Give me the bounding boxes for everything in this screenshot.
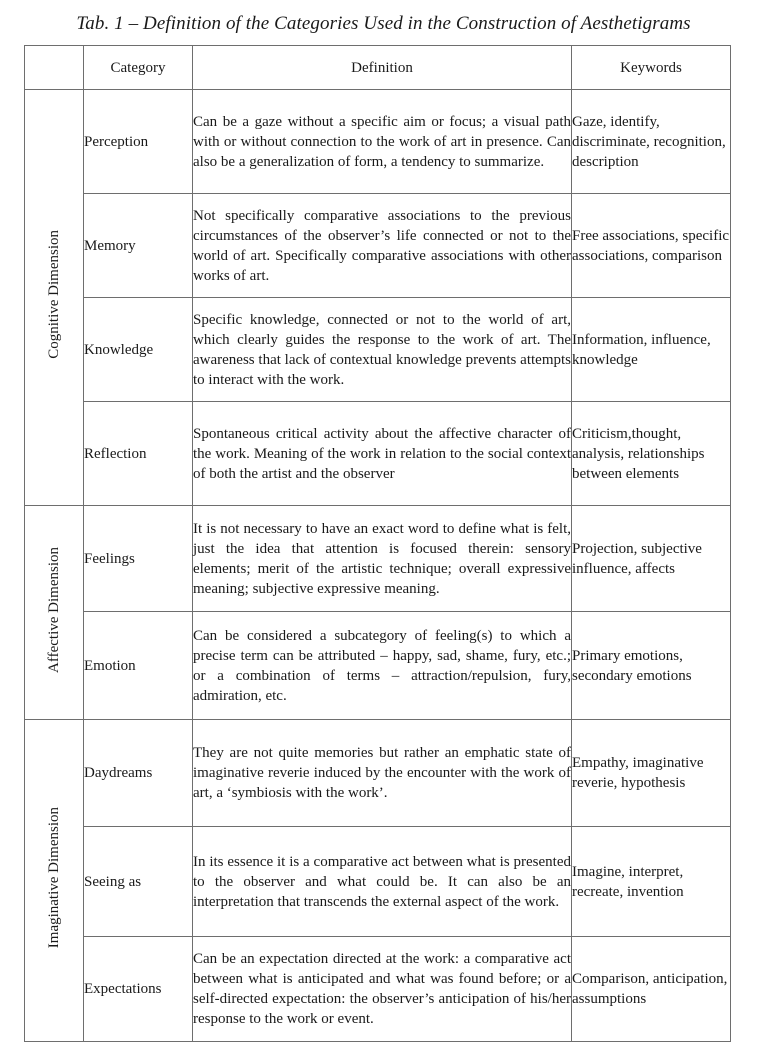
category-cell: Memory <box>84 194 193 298</box>
keywords-cell: Criticism,thought, analysis, relationships between elements <box>572 402 731 506</box>
keywords-cell: Information, influence, knowledge <box>572 298 731 402</box>
definition-cell: Can be considered a subcategory of feeling(s) to which a precise term can be attributed – happy, sad, shame, fury, etc.; or a combination of terms – attraction/repulsion, fury, admiration, etc. <box>193 612 572 720</box>
category-cell: Daydreams <box>84 720 193 827</box>
table-row <box>25 612 731 720</box>
categories-table <box>24 45 731 1042</box>
definition-cell: They are not quite memories but rather an emphatic state of imaginative reverie induced by the encounter with the work of art, a ‘symbiosis with the work’. <box>193 720 572 827</box>
dimension-imaginative <box>25 720 84 1042</box>
category-cell: Emotion <box>84 612 193 720</box>
keywords-cell: Gaze, identify, discriminate, recognition, description <box>572 90 731 194</box>
definition-cell: Spontaneous critical activity about the affective character of the work. Meaning of the work in relation to the social context of both the artist and the observer <box>193 402 572 506</box>
keywords-cell: Free associations, specific associations, comparison <box>572 194 731 298</box>
table-row <box>25 937 731 1042</box>
header-category: Category <box>84 46 193 90</box>
keywords-cell: Comparison, anticipation, assumptions <box>572 937 731 1042</box>
definition-cell: Can be a gaze without a specific aim or focus; a visual path with or without connection to the work of art in presence. Can also be a generalization of form, a tendency to summarize. <box>193 90 572 194</box>
category-cell: Knowledge <box>84 298 193 402</box>
dimension-label: Affective Dimension <box>46 546 62 673</box>
dimension-label: Imaginative Dimension <box>46 806 62 949</box>
header-keywords: Keywords <box>572 46 731 90</box>
category-cell: Feelings <box>84 506 193 612</box>
keywords-cell: Imagine, interpret, recreate, invention <box>572 827 731 937</box>
keywords-cell: Projection, subjective influence, affects <box>572 506 731 612</box>
keywords-cell: Primary emotions, secondary emotions <box>572 612 731 720</box>
table-row <box>25 298 731 402</box>
table-row <box>25 827 731 937</box>
dimension-label: Cognitive Dimension <box>46 230 62 359</box>
category-cell: Reflection <box>84 402 193 506</box>
table-row <box>25 194 731 298</box>
definition-cell: In its essence it is a comparative act between what is presented to the observer and what could be. It can also be an interpretation that transcends the external aspect of the work. <box>193 827 572 937</box>
category-cell: Perception <box>84 90 193 194</box>
definition-cell: Specific knowledge, connected or not to the world of art, which clearly guides the response to the work of art. The awareness that lack of contextual knowledge prevents attempts to interact with the work. <box>193 298 572 402</box>
header-dimension <box>25 46 84 90</box>
header-row <box>25 46 731 90</box>
definition-cell: It is not necessary to have an exact word to define what is felt, just the idea that attention is focused therein: sensory elements; merit of the artistic technique; overall expressive meaning; subjective expressive meaning. <box>193 506 572 612</box>
definition-cell: Not specifically comparative associations to the previous circumstances of the observer’s life connected or not to the world of art. Specifically comparative associations with other works of art. <box>193 194 572 298</box>
keywords-cell: Empathy, imaginative reverie, hypothesis <box>572 720 731 827</box>
table-row <box>25 506 731 612</box>
definition-cell: Can be an expectation directed at the work: a comparative act between what is anticipated and what was found before; or a self-directed expectation: the observer’s anticipation of his/her response to the work or event. <box>193 937 572 1042</box>
category-cell: Expectations <box>84 937 193 1042</box>
dimension-cognitive <box>25 90 84 506</box>
table-row <box>25 720 731 827</box>
category-cell: Seeing as <box>84 827 193 937</box>
table-row <box>25 402 731 506</box>
table-row <box>25 90 731 194</box>
table-caption: Tab. 1 – Definition of the Categories Used in the Construction of Aesthetigrams <box>76 13 691 34</box>
dimension-affective <box>25 506 84 720</box>
header-definition: Definition <box>193 46 572 90</box>
